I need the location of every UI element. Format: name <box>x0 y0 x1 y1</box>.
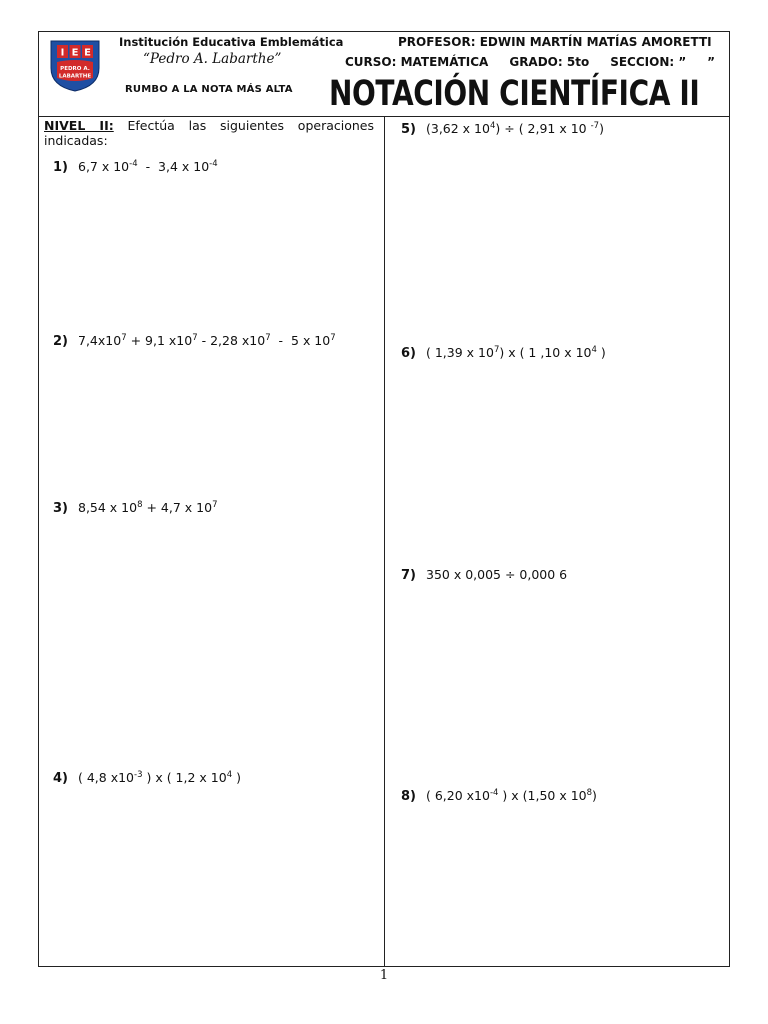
exponent: -3 <box>134 770 143 780</box>
exponent: 7 <box>330 333 336 343</box>
expression-text: ) x ( 1 ,10 x 10 <box>499 345 592 360</box>
expression-text: 7,4x10 <box>78 333 122 348</box>
exponent: -4 <box>489 788 499 798</box>
expression-text: ) ÷ ( 2,91 x 10 <box>495 121 591 136</box>
expression-text: ) <box>592 788 597 803</box>
expression-text: (3,62 x 10 <box>426 121 490 136</box>
logo-initial-3: E <box>84 47 91 59</box>
expression-text: ( 1,39 x 10 <box>426 345 494 360</box>
exercise-number: 1) <box>53 160 68 175</box>
expression-text: 6,7 x 10 <box>78 159 130 174</box>
exponent: -4 <box>209 159 218 169</box>
professor-name: PROFESOR: EDWIN MARTÍN MATÍAS AMORETTI <box>398 35 712 49</box>
exponent: 7 <box>493 345 500 355</box>
exercise-3 <box>53 500 218 516</box>
exponent: -4 <box>129 159 138 169</box>
exponent: 8 <box>137 500 143 510</box>
exercise-number: 4) <box>53 771 68 786</box>
exponent: 7 <box>265 333 271 343</box>
exponent: 7 <box>121 333 127 343</box>
exercise-1 <box>53 159 218 175</box>
expression-text: ) <box>596 345 606 360</box>
exponent: 7 <box>212 500 218 510</box>
expression-text: ) x ( 1,2 x 10 <box>142 770 227 785</box>
worksheet-frame <box>38 31 730 967</box>
expression-text: + 4,7 x 10 <box>142 500 213 515</box>
course-info-row <box>345 55 736 69</box>
school-name: “Pedro A. Labarthe” <box>143 51 282 67</box>
exponent: -7 <box>590 121 600 131</box>
logo-initial-2: E <box>71 47 79 59</box>
expression-text: + 9,1 x10 <box>126 333 193 348</box>
exercise-7 <box>401 567 567 583</box>
logo-text-line1: PEDRO A. <box>60 66 90 72</box>
institution-name: Institución Educativa Emblemática <box>119 35 344 49</box>
page-number: 1 <box>379 968 389 983</box>
expression-text: ( 6,20 x10 <box>426 788 490 803</box>
logo-text-line2: LABARTHE <box>58 73 92 80</box>
grade-label: GRADO: 5to <box>509 55 590 69</box>
exercise-number: 5) <box>401 122 416 137</box>
expression-text: - 2,28 x10 <box>197 333 266 348</box>
expression-text: 8,54 x 10 <box>78 500 138 515</box>
exercise-6 <box>401 345 606 361</box>
course-label: CURSO: MATEMÁTICA <box>345 55 489 69</box>
worksheet-title: NOTACIÓN CIENTÍFICA II <box>329 74 700 114</box>
expression-text: - 5 x 10 <box>270 333 331 348</box>
exponent: 8 <box>586 788 593 798</box>
column-divider <box>384 116 385 966</box>
instructions-text: Efectúa las siguientes operaciones indicadas: <box>44 118 374 148</box>
exercise-4 <box>53 770 241 786</box>
logo-initial-1: I <box>60 47 65 59</box>
expression-text: ) <box>232 770 241 785</box>
level-label: NIVEL II: <box>44 118 114 133</box>
exercise-2 <box>53 333 336 349</box>
expression-text: ) x (1,50 x 10 <box>498 788 587 803</box>
exponent: 4 <box>489 121 496 131</box>
expression-text: 350 x 0,005 ÷ 0,000 6 <box>426 567 568 582</box>
instructions <box>44 118 374 148</box>
exercise-8 <box>401 788 597 804</box>
exercise-number: 8) <box>401 789 416 804</box>
worksheet-header <box>39 32 729 117</box>
school-motto: RUMBO A LA NOTA MÁS ALTA <box>125 84 293 95</box>
expression-text: ( 4,8 x10 <box>78 770 135 785</box>
school-shield-logo <box>48 38 102 92</box>
exercise-number: 3) <box>53 501 68 516</box>
exercise-number: 7) <box>401 568 416 583</box>
exponent: 4 <box>226 770 233 780</box>
expression-text: - 3,4 x 10 <box>137 159 210 174</box>
exercise-number: 2) <box>53 334 68 349</box>
exercise-5 <box>401 121 604 137</box>
exercise-number: 6) <box>401 346 416 361</box>
expression-text: ) <box>599 121 604 136</box>
exponent: 4 <box>591 345 597 355</box>
section-label: SECCION: ” ” <box>610 55 716 69</box>
exponent: 7 <box>192 333 198 343</box>
